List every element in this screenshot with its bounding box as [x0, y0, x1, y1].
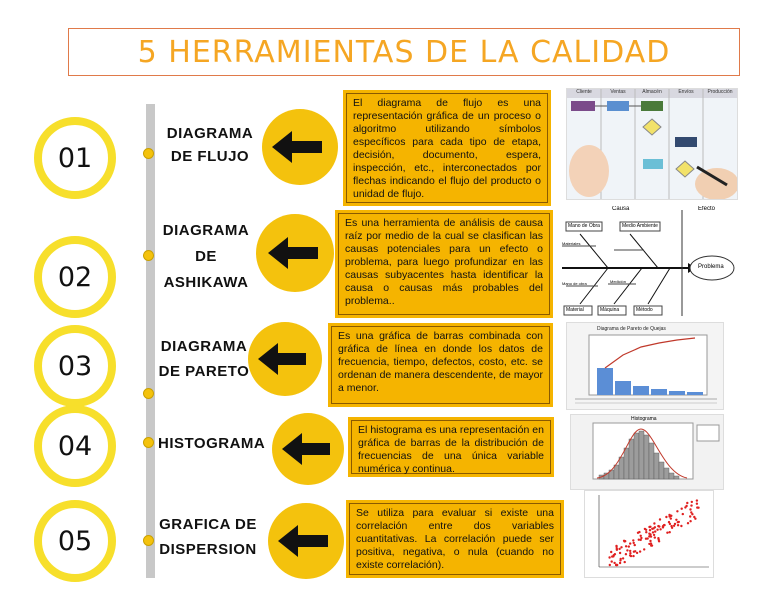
- tool-label-histograma: HISTOGRAMA: [158, 435, 266, 452]
- arrow-left-icon: [256, 214, 334, 292]
- scatter-point: [650, 535, 652, 537]
- scatter-point: [670, 517, 672, 519]
- fishbone-sub: Mano de obra: [562, 281, 587, 286]
- arrow-left-icon: [262, 109, 338, 185]
- scatter-point: [659, 528, 661, 530]
- scatter-point: [658, 540, 660, 542]
- scatter-point: [653, 522, 655, 524]
- scatter-point: [657, 525, 659, 527]
- timeline-dot: [143, 148, 154, 159]
- scatter-point: [636, 552, 638, 554]
- scatter-point: [640, 539, 642, 541]
- scatter-point: [623, 540, 625, 542]
- scatter-point: [696, 499, 698, 501]
- scatter-point: [687, 522, 689, 524]
- scatter-point: [625, 545, 627, 547]
- scatter-point: [696, 506, 698, 508]
- scatter-point: [648, 533, 650, 535]
- fishbone-cat: Máquina: [600, 307, 620, 313]
- scatter-point: [686, 502, 688, 504]
- scatter-point: [677, 524, 679, 526]
- arrow-circle-04: [272, 413, 344, 485]
- scatter-point: [644, 528, 646, 530]
- arrow-circle-03: [248, 322, 322, 396]
- scatter-point: [696, 503, 698, 505]
- scatter-point: [690, 504, 692, 506]
- scatter-point: [620, 546, 622, 548]
- tool-label-dispersion: GRAFICA DE DISPERSION: [159, 516, 257, 558]
- scatter-point: [652, 527, 654, 529]
- fishbone-effect-label: Efecto: [698, 206, 716, 212]
- number-circle-02: 02: [34, 236, 116, 318]
- scatter-point: [638, 531, 640, 533]
- number-circle-01: 01: [34, 117, 116, 199]
- arrow-circle-02: [256, 214, 334, 292]
- scatter-point: [670, 515, 672, 517]
- timeline-dot: [143, 250, 154, 261]
- scatter-point: [619, 562, 621, 564]
- scatter-point: [618, 548, 620, 550]
- scatter-point: [654, 536, 656, 538]
- scatter-point: [663, 524, 665, 526]
- scatter-point: [622, 557, 624, 559]
- number-circle-03: 03: [34, 325, 116, 407]
- number-circle-05: 05: [34, 500, 116, 582]
- fishbone-cat: Mano de Obra: [568, 223, 600, 229]
- scatter-point: [629, 554, 631, 556]
- scatter-point: [681, 508, 683, 510]
- scatter-point: [680, 525, 682, 527]
- description-box-04: El histograma es una representación en gráfica de barras de la distribución de frecuencias de una única variable numérica y continua.: [348, 417, 554, 477]
- tool-label-ashikawa: DIAGRAMA DE ASHIKAWA: [162, 222, 250, 291]
- pareto-title: Diagrama de Pareto de Quejas: [597, 326, 666, 332]
- scatter-point: [689, 520, 691, 522]
- scatter-point: [634, 544, 636, 546]
- scatter-point: [628, 545, 630, 547]
- scatter-point: [684, 506, 686, 508]
- scatter-point: [654, 530, 656, 532]
- scatter-point: [629, 542, 631, 544]
- scatter-point: [619, 552, 621, 554]
- scatter-point: [645, 538, 647, 540]
- scatter-point: [624, 561, 626, 563]
- scatter-point: [611, 555, 613, 557]
- timeline-dot: [143, 535, 154, 546]
- description-box-02: Es una herramienta de análisis de causa raíz por medio de la cual se clasifican las causas potenciales para un efecto o problema, para luego profundizar en las causas subyacentes hasta identificar la causa o causas más probables del problema..: [335, 210, 553, 318]
- flow-headers: Cliente Ventas Almacén Envíos Producción: [576, 89, 733, 95]
- description-box-03: Es una gráfica de barras combinada con gráfica de línea en donde los datos de frecuencia, tiempo, defectos, costo, etc. se ordenan de manera descendente, de mayor a menor.: [328, 323, 553, 407]
- scatter-point: [682, 513, 684, 515]
- scatter-point: [690, 511, 692, 513]
- scatter-point: [675, 519, 677, 521]
- scatter-point: [649, 540, 651, 542]
- arrow-circle-01: [262, 109, 338, 185]
- description-box-05: Se utiliza para evaluar si existe una correlación entre dos variables cuantitativas. La correlación puede ser positiva, negativa, o nula (cuando no existe correlación).: [346, 500, 564, 578]
- scatter-point: [652, 531, 654, 533]
- scatter-point: [629, 550, 631, 552]
- scatter-point: [653, 534, 655, 536]
- scatter-point: [643, 548, 645, 550]
- scatter-point: [629, 552, 631, 554]
- scatter-point: [668, 521, 670, 523]
- arrow-circle-05: [268, 503, 344, 579]
- fishbone-cause-label: Causa: [612, 206, 630, 212]
- histogram-image: [570, 414, 724, 490]
- fishbone-image: [558, 206, 736, 316]
- histogram-title: Histograma: [631, 416, 657, 422]
- flowchart-image: [566, 88, 738, 200]
- scatter-point: [640, 535, 642, 537]
- scatter-point: [669, 531, 671, 533]
- scatter-point: [689, 515, 691, 517]
- scatter-point: [639, 550, 641, 552]
- scatter-point: [620, 558, 622, 560]
- scatter-point: [649, 529, 651, 531]
- scatter-point: [689, 508, 691, 510]
- scatter-point: [632, 555, 634, 557]
- scatter-point: [691, 501, 693, 503]
- arrow-left-icon: [268, 503, 344, 579]
- scatter-point: [659, 518, 661, 520]
- scatter-point: [674, 523, 676, 525]
- page-title: 5 HERRAMIENTAS DE LA CALIDAD: [68, 28, 740, 76]
- scatter-plot-image: [584, 490, 714, 578]
- fishbone-cat: Método: [636, 307, 653, 313]
- arrow-left-icon: [272, 413, 344, 485]
- scatter-point: [665, 516, 667, 518]
- fishbone-problem-label: Problema: [698, 264, 724, 270]
- scatter-point: [693, 516, 695, 518]
- tool-label-flujo: DIAGRAMA DE FLUJO: [166, 125, 254, 165]
- scatter-point: [616, 549, 618, 551]
- scatter-point: [633, 551, 635, 553]
- pareto-chart-image: [566, 322, 724, 410]
- scatter-point: [610, 551, 612, 553]
- fishbone-cat: Material: [566, 307, 584, 313]
- scatter-point: [677, 521, 679, 523]
- timeline-dot: [143, 388, 154, 399]
- arrow-left-icon: [248, 322, 322, 396]
- fishbone-sub: Materiales: [562, 241, 581, 246]
- scatter-point: [651, 544, 653, 546]
- scatter-point: [625, 553, 627, 555]
- number-circle-04: 04: [34, 405, 116, 487]
- fishbone-sub: Medición: [610, 279, 627, 284]
- scatter-point: [615, 564, 617, 566]
- scatter-point: [645, 531, 647, 533]
- scatter-point: [662, 526, 664, 528]
- scatter-point: [613, 562, 615, 564]
- description-box-01: El diagrama de flujo es una representación gráfica de un proceso o algoritmo utilizando símbolos específicos para cada tipo de etapa, decisión, documento, espera, inspección, etc., interconectados por flechas indicando el flujo del producto o unidad de flujo.: [343, 90, 551, 206]
- scatter-point: [608, 556, 610, 558]
- fishbone-cat: Medio Ambiente: [622, 223, 658, 229]
- scatter-point: [632, 539, 634, 541]
- scatter-point: [609, 564, 611, 566]
- scatter-point: [656, 529, 658, 531]
- scatter-point: [676, 510, 678, 512]
- scatter-point: [626, 549, 628, 551]
- scatter-point: [633, 542, 635, 544]
- tool-label-pareto: DIAGRAMA DE PARETO: [158, 338, 250, 380]
- scatter-point: [611, 560, 613, 562]
- scatter-point: [671, 527, 673, 529]
- timeline-dot: [143, 437, 154, 448]
- scatter-point: [666, 532, 668, 534]
- histogram-bars: [571, 415, 723, 489]
- scatter-point: [648, 526, 650, 528]
